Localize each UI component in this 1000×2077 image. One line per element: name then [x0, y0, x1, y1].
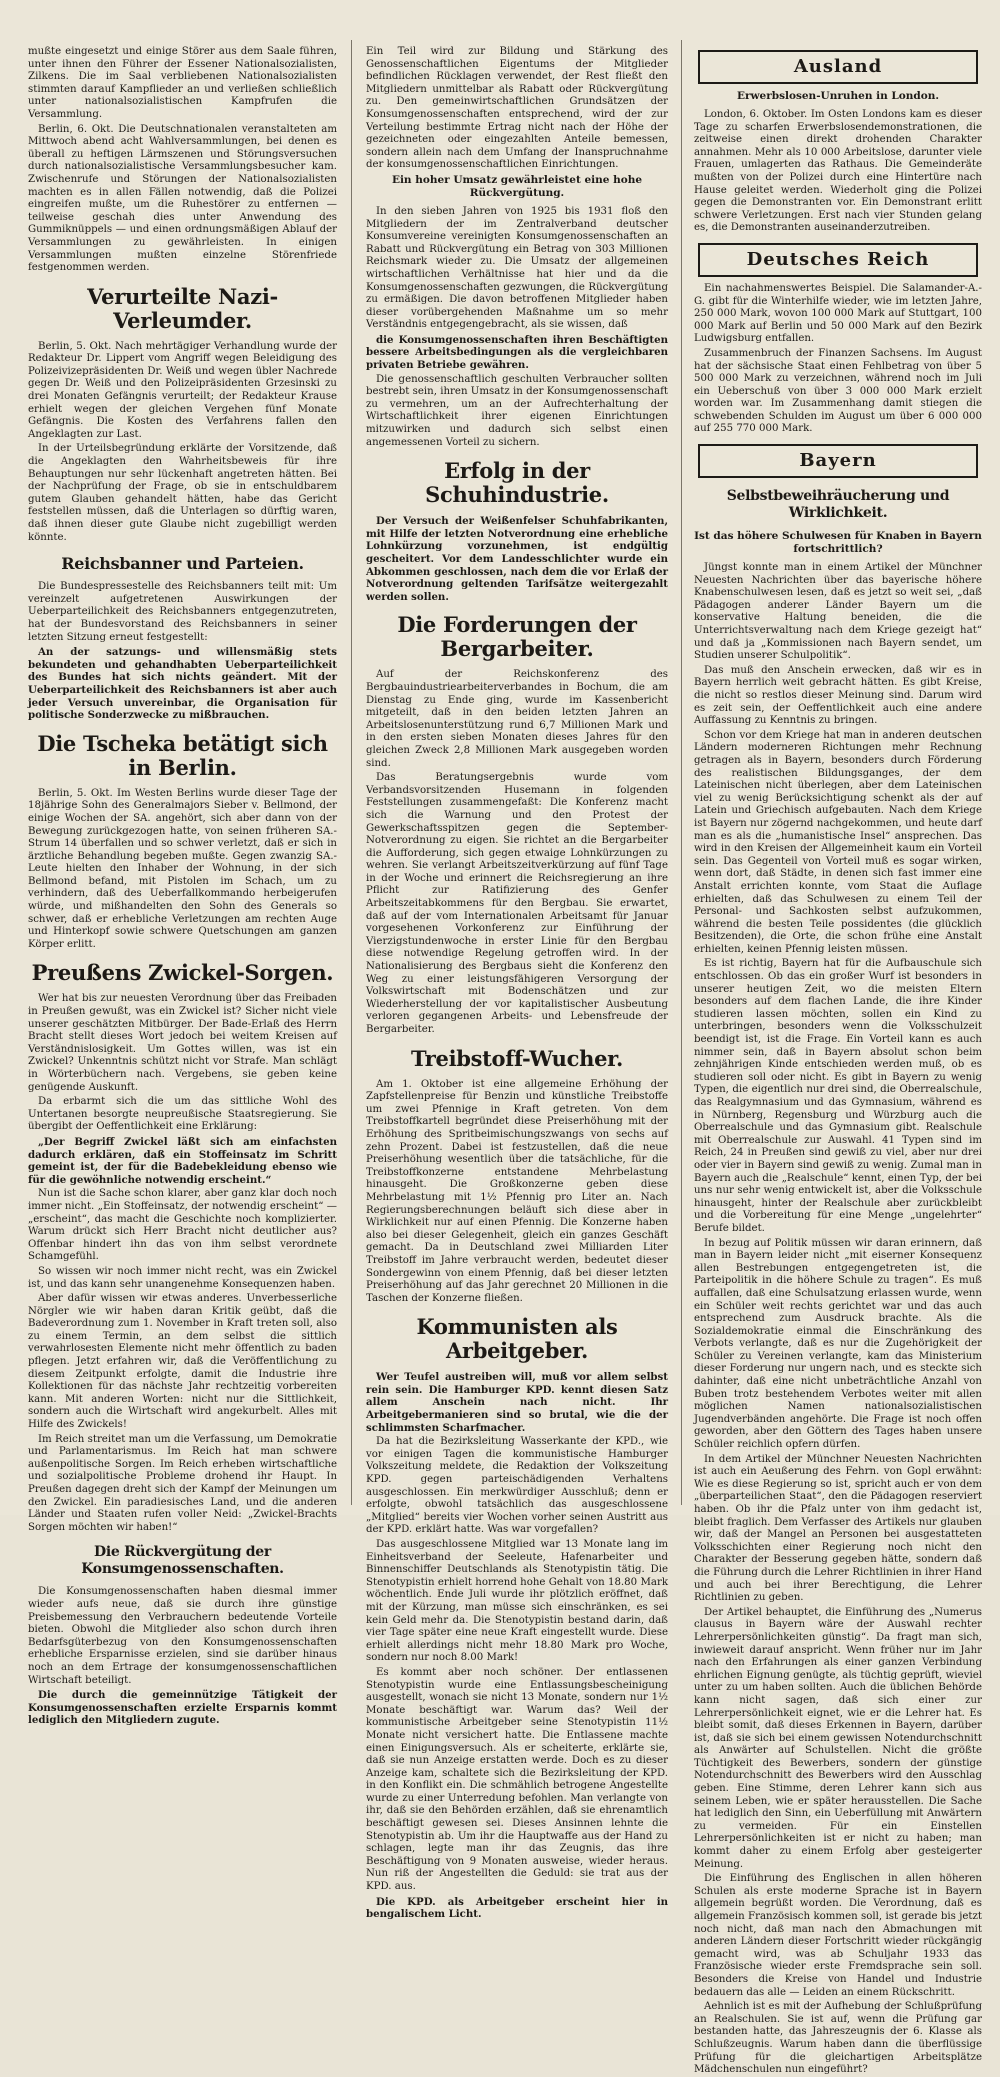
article-text: Die Konsumgenossenschaften haben diesmal immer wieder aufs neue, daß sie durch ihre günstige Preisbemessung den Verbrauchern bedeutende Vorteile bieten. Obwohl die Mitglieder also schon durch ihren Bedarfsgüterbezug von den Konsumgenossenschaften erhebliche Ersparnisse erzielen, sind sie darüber hinaus noch an dem Ertrage der konsumgenossenschaftlichen Wirtschaft beteiligt.: [28, 1586, 337, 1686]
article-text: Das muß den Anschein erwecken, daß wir es in Bayern herrlich weit gebracht hätten. Es gibt Kreise, die nicht so restlos dieser Meinung sind. Darum wird es zeit sein, der Oeffentlichkeit auch eine andere Auffassung zu Kenntnis zu bringen.: [694, 664, 982, 727]
article-text: In den sieben Jahren von 1925 bis 1931 floß den Mitgliedern der im Zentralverband deutscher Konsumvereine vereinigten Konsumgenossenschaften an Rabatt und Rückvergütung ein Betrag von 303 Millionen Reichsmark wieder zu. Die Umsatz der allgemeinen wirtschaftlichen Verhältnisse hat hier und da die Konsumgenossenschaften gezwungen, die Rückvergütung zu ermäßigen. Die davon betroffenen Mitglieder haben dieser vorübergehenden Maßnahme um so mehr Verständnis entgegengebracht, als sie wissen, daß: [366, 205, 668, 331]
article-text: Die Einführung des Englischen in allen höheren Schulen als erste moderne Sprache ist in Bayern allgemein begrüßt worden. Die Verordnung, daß es allgemein Französisch kommen soll, ist gerade bis jetzt noch nicht, daß man nach den Abmachungen mit anderen Ländern dieser Fortschritt wieder rückgängig gemacht wird, was ab Schuljahr 1933 das Französische wieder erste Fremdsprache sein soll. Besonders die Kreise von Handel und Industrie bedauern das alle — Leiden an einem Rückschritt.: [694, 1873, 982, 1998]
article-text: Es kommt aber noch schöner. Der entlassenen Stenotypistin wurde eine Entlassungsbescheinigung ausgestellt, wonach sie nicht 13 Monate, sondern nur 1½ Monate beschäftigt war. Warum das? Weil der kommunistische Arbeitgeber seine Stenotypistin 11½ Monate nicht versichert hatte. Die Entlassene machte einen Einigungsversuch. Als er scheiterte, erklärte sie, daß sie nun Anzeige erstatten werde. Doch es zu dieser Anzeige kam, schaltete sich die Bezirksleitung der KPD. in den Konflikt ein. Die schmählich betrogene Angestellte wurde zu einer Unterredung befohlen. Man verlangte von ihr, daß sie den Behörden erzählen, daß sie ehrenamtlich beschäftigt gewesen sei. Dieses Ansinnen lehnte die Stenotypistin ab. Um ihr die Hauptwaffe aus der Hand zu schlagen, legte man ihr das Zeugnis, das ihre Beschäftigung von 9 Monaten ausweise, wieder heraus. Nun riß der Angestellten die Geduld: sie trat aus der KPD. aus.: [366, 1666, 668, 1893]
headline: Preußens Zwickel-Sorgen.: [31, 960, 334, 986]
article-text: In bezug auf Politik müssen wir daran erinnern, daß man in Bayern leider nicht „mit eiserner Konsequenz allen Bestrebungen entgegengetreten ist, die Parteipolitik in die höhere Schule zu tragen“. Es muß auffallen, daß eine Schulsatzung erlassen wurde, wenn ein Schüler weit rechts gerichtet war und das auch entsprechend zum Ausdruck brachte. Als die Sozialdemokratie einmal die Einschränkung des Verbots verlangte, daß es nur die Zugehörigkeit der Schüler zu Vereinen verlangte, kam das Ministerium dieser Forderung nur ungern nach, und es steckte sich dahinter, daß eine nicht unbeträchtliche Anzahl von Buben trotz bestehendem Verbotes weiter mit allen möglichen Namen nationalsozialistischen Jugendverbänden angehörte. Die Frage ist noch offen geworden, aber den Göttern des Tages haben unsere Schüler reichlich opfern dürfen.: [694, 1237, 982, 1451]
column-rule: [351, 40, 352, 1505]
article-text: Es ist richtig, Bayern hat für die Aufbauschule sich entschlossen. Ob das ein großer Wurf ist besonders in unserer heutigen Zeit, wo die meisten Eltern besonders auf dem flachen Lande, die ihre Kinder studieren lassen möchten, sollen ein Kind zu unterbringen, besonders wenn die Volksschulzeit beendigt ist, ist die Frage. Ein Vorteil kann es auch nimmer sein, daß in Bayern absolut schon beim zehnjährigen Kinde entschieden werden muß, ob es studieren soll oder nicht. Es gibt in Bayern zu wenig Typen, die eigentlich nur drei sind, die Oberrealschule, das Realgymnasium und das Gymnasium, während es in Nürnberg, Regensburg und Würzburg auch die Oberrealschule und das Gymnasium gibt. Realschule mit Oberrealschule zur Auswahl. 41 Typen sind im Reich, 24 in Preußen sind gewiß zu viel, aber nur drei oder vier in Bayern sind gewiß zu wenig. Zumal man in Bayern auch die „Realschule“ kennt, einen Typ, der bei uns nur sehr wenig entwickelt ist, aber die Volksschule hinausgeht, hinter der Realschule aber zurückbleibt und die Vorbereitung für eine Menge „ungelehrter“ Berufe bildet.: [694, 958, 982, 1234]
article-text: Der Artikel behauptet, die Einführung des „Numerus clausus in Bayern wäre der Auswahl rechter Lehrerpersönlichkeiten günstig“. Da fragt man sich, inwieweit darauf anspricht. Wenn früher nur im Jahr nach den Erfahrungen als einer ganzen Verbindung ehrlichen Eignung genügte, als tüchtig geprüft, wieviel unter zu um haben sollten. Auch die üblichen Behörde kann nicht sagen, daß sich einer zur Lehrerpersönlichkeit eignet, wie er die Lehrer hat. Es bleibt somit, daß dieses Erkennen in Bayern, darüber ist, daß sie sich bei einem gewissen Notendurchschnitt als Anwärter auf Schulstellen. Nicht die größte Tüchtigkeit des Bewerbers, sondern der günstige Notendurchschnitt des Bewerbers wird den Ausschlag geben. Eine Stimme, deren Lehrer kann sich aus seinem Leben, wie er später herausstellen. Die Sache hat lediglich den Sinn, ein Ueberfüllung mit Anwärtern zu vermeiden. Für ein Einstellen Lehrerpersönlichkeiten ist er nicht zu haben; man kommt daher zu einem Erfolg aber gesteigerter Meinung.: [694, 1606, 982, 1870]
headline: Die Forderungen der Bergarbeiter.: [397, 612, 637, 662]
column-rule: [681, 40, 682, 1505]
article-text: An der satzungs- und willensmäßig stets bekundeten und gehandhabten Ueberparteilichkeit des Bundes hat sich nichts geändert. Mit der Ueberparteilichkeit des Reichsbanners ist aber auch jeder Versuch unvereinbar, die Organisation für politische Sonderzwecke zu mißbrauchen.: [28, 646, 337, 722]
article-text: Berlin, 5. Okt. Im Westen Berlins wurde dieser Tage der 18jährige Sohn des Generalmajors Sieber v. Bellmond, der einige Wochen der SA. angehört, sich aber dann von der Bewegung zurückgezogen hatte, von seinen früheren SA.-Strum 14 überfallen und so schwer verletzt, daß er sich in ärztliche Behandlung begeben mußte. Gegen zwanzig SA.-Leute hielten den Inhaber der Wohnung, in der sich Bellmond befand, mit Pistolen im Schach, um zu verhindern, daß des Ueberfallkommando herbeigerufen würde, und mißhandelten den Sohn des Generals so schwer, daß er erhebliche Verletzungen am rechten Auge und Hinterkopf sowie schwere Quetschungen am ganzen Körper erlitt.: [28, 787, 337, 950]
article-text: Ein nachahmenswertes Beispiel. Die Salamander-A.-G. gibt für die Winterhilfe wieder, wie im letzten Jahre, 250 000 Mark, wovon 100 000 Mark auf Stuttgart, 100 000 Mark auf Berlin und 50 000 Mark auf den Bezirk Ludwigsburg entfallen.: [694, 282, 982, 345]
section-box-ausland: Ausland: [698, 50, 978, 84]
subheadline: Ist das höhere Schulwesen für Knaben in Bayern fortschrittlich?: [694, 530, 982, 556]
article-text: Im Reich streitet man um die Verfassung, um Demokratie und Parlamentarismus. Im Reich hat man schwere außenpolitische Sorgen. Im Reich erheben wirtschaftliche und sozialpolitische Probleme drohend ihr Haupt. In Preußen dagegen dreht sich der Kampf der Meinungen um den Zwickel. Ein paradiesisches Land, und die anderen Länder und Staaten rufen voller Neid: „Zwickel-Brachts Sorgen möchten wir haben!“: [28, 1433, 337, 1533]
article-text: Die Bundespressestelle des Reichsbanners teilt mit: Um vereinzelt aufgetretenen Auswirkungen der Ueberparteilichkeit des Reichsbanners entgegenzutreten, hat der Bundesvorstand des Reichsbanners in seiner letzten Sitzung erneut festgestellt:: [28, 581, 337, 643]
article-text: So wissen wir noch immer nicht recht, was ein Zwickel ist, und das kann sehr unangenehme Konsequenzen haben.: [28, 1265, 337, 1290]
article-text: In dem Artikel der Münchner Neuesten Nachrichten ist auch ein Aeußerung des Fehrn. von Gopl erwähnt: Wie es diese Regierung so ist, spricht auch er von dem „überparteilichen Staat“, den die Pädagogen reserviert haben. Ob ihr die Pfalz unter von ihm gedacht ist, bleibt fraglich. Dem Verfasser des Artikels nur glauben wir, daß der Mangel an Personen bei ausgestatteten Volksschichten einer Regierung noch nicht den Charakter der Besserung gegeben hätte, sondern daß die Führung durch die Lehrer Richtlinien in ihrer Hand und auch bei ihrer Berechtigung, die Lehrer Richtlinien zu geben.: [694, 1453, 982, 1604]
headline: Treibstoff-Wucher.: [410, 1045, 624, 1071]
article-text: Das Beratungsergebnis wurde vom Verbandsvorsitzenden Husemann in folgenden Feststellungen zusammengefaßt: Die Konferenz macht sich die Warnung und den Protest der Gewerkschaftsspitzen gegen die September-Notverordnung zu eigen. Sie richtet an die Bergarbeiter die Aufforderung, sich gegen etwaige Lohnkürzungen zu wehren. Sie verlangt Arbeitszeitverkürzung auf fünf Tage in der Woche und erinnert die Reichsregierung an ihre Pflicht zur Ratifizierung des Genfer Arbeitszeitabkommens für den Bergbau. Sie erwartet, daß auf der vom Internationalen Arbeitsamt für Januar vorgesehenen Vorkonferenz zur Einführung der Vierzigstundenwoche in erster Linie für den Bergbau diese notwendige Regelung getroffen wird. In der Nationalisierung des Bergbaus sieht die Konferenz den Weg zu einer leistungsfähigeren Versorgung der Volkswirtschaft mit Bodenschätzen und zur Wiederherstellung der vor kapitalistischer Ausbeutung verloren gegangenen Arbeits- und Lebensfreude der Bergarbeiter.: [366, 772, 668, 1035]
article-text: Die KPD. als Arbeitgeber erscheint hier in bengalischem Licht.: [366, 1895, 668, 1921]
headline: Reichsbanner und Parteien.: [61, 554, 304, 574]
article-text: Berlin, 6. Okt. Die Deutschnationalen veranstalteten am Mittwoch abend acht Wahlversammlungen, bei denen es überall zu heftigen Lärmszenen und Störungsversuchen durch nationalsozialistische Versammlungsbesucher kam. Zwischenrufe und Störungen der Nationalsozialisten machten es in allen Fällen notwendig, daß die Polizei eingreifen mußte, um die Ruhestörer zu entfernen — teilweise geschah dies unter Anwendung des Gummiknüppels — und einen ordnungsmäßigen Ablauf der Versammlungen zu gewährleisten. In einigen Versammlungen mußten einzelne Störenfriede festgenommen werden.: [28, 123, 337, 274]
article-text: Berlin, 5. Okt. Nach mehrtägiger Verhandlung wurde der Redakteur Dr. Lippert vom Angriff wegen Beleidigung des Polizeivizepräsidenten Dr. Weiß und wegen übler Nachrede gegen Dr. Weiß und den Polizeipräsidenten Grzesinski zu drei Monaten Gefängnis verurteilt; der Redakteur Krause erhielt wegen der gleichen Vergehen fünf Monate Gefängnis. Die Kosten des Verfahrens fallen den Angeklagten zur Last.: [28, 340, 337, 440]
article-text: Das ausgeschlossene Mitglied war 13 Monate lang im Einheitsverband der Seeleute, Hafenarbeiter und Binnenschiffer Deutschlands als Stenotypistin tätig. Die Stenotypistin erhielt horrend hohe Gehalt von 18.80 Mark wöchentlich. Ende Juli wurde ihr plötzlich eröffnet, daß mit der Kürzung, man müsse sich einschränken, es sei kein Geld mehr da. Die Stenotypistin bestand darin, daß vier Tage später eine neue Kraft eingestellt wurde. Diese erhielt allerdings nicht mehr 18.80 Mark pro Woche, sondern nur noch 8.00 Mark!: [366, 1539, 668, 1664]
headline: Kommunisten als Arbeitgeber.: [416, 1314, 618, 1364]
article-text: Die durch die gemeinnützige Tätigkeit der Konsumgenossenschaften erzielte Ersparnis kommt lediglich den Mitgliedern zugute.: [28, 1689, 337, 1727]
article-text: London, 6. Oktober. Im Osten Londons kam es dieser Tage zu scharfen Erwerbslosendemonstrationen, die zeitweise einen direkt drohenden Charakter annahmen. Mehr als 10 000 Arbeitslose, darunter viele Frauen, umlagerten das Rathaus. Die Gemeinderäte mußten von der Polizei durch eine Hintertüre nach Hause geleitet werden. Wiederholt ging die Polizei gegen die Demonstranten vor. Ein Demonstrant erlitt schwere Verletzungen. Erst nach vier Stunden gelang es, die Demonstranten auseinanderzutreiben.: [694, 109, 982, 234]
column-right: [686, 0, 990, 2076]
article-text: Der Versuch der Weißenfelser Schuhfabrikanten, mit Hilfe der letzten Notverordnung eine erhebliche Lohnkürzung vorzunehmen, ist endgültig gescheitert. Vor dem Landesschlichter wurde ein Abkommen geschlossen, nach dem die vor Erlaß der Notverordnung geltenden Tarifsätze weitergezahlt werden sollen.: [366, 515, 668, 603]
section-box-deutsches-reich: Deutsches Reich: [698, 243, 978, 277]
article-text: Da erbarmt sich die um das sittliche Wohl des Untertanen besorgte neupreußische Staatsregierung. Sie übergibt der Oeffentlichkeit eine Erklärung:: [28, 1096, 337, 1133]
intro-text: Ein Teil wird zur Bildung und Stärkung des Genossenschaftlichen Eigentums der Mitglieder befindlichen Rücklagen verwendet, der Rest fließt den Mitgliedern unmittelbar als Rabatt oder Rückvergütung zu. Den gemeinwirtschaftlichen Grundsätzen der Konsumgenossenschaften entsprechend, wird der zur Verteilung bestimmte Ertrag nicht nach der Höhe der gezeichneten oder eingezahlten Anteile bemessen, sondern allein nach dem Umfang der Inanspruchnahme der konsumgenossenschaftlichen Einrichtungen.: [366, 46, 668, 171]
article-text: Auf der Reichskonferenz des Bergbauindustriearbeiterverbandes in Bochum, die am Dienstag zu Ende ging, wurde im Kassenbericht mitgeteilt, daß in den beiden letzten Jahren an Arbeitslosenunterstützung rund 6,7 Millionen Mark und in den ersten sieben Monaten dieses Jahres für den gleichen Zweck 2,8 Millionen Mark ausgegeben worden sind.: [366, 669, 668, 769]
column-middle: [358, 0, 676, 1921]
article-text: Schon vor dem Kriege hat man in anderen deutschen Ländern moderneren Richtungen mehr Rechnung getragen als in Bayern, besonders durch Förderung des realistischen Bildungsganges, der dem Lateinischen nicht überlegen, aber dem Lateinischen viel zu wenig Berücksichtigung schenkt als der auf Latein und Griechisch aufgebauten. Nach dem Kriege ist Bayern nur zögernd nachgekommen, und heute darf man es als die „humanistische Insel“ ansprechen. Das wird in den Kreisen der Allgemeinheit kaum ein Vorteil sein. Das Gegenteil von Vorteil muß es sogar wirken, wenn dort, daß Städte, in denen sich fast immer eine Anstalt errichten konnte, vom Staat die Auflage erhielten, daß das Schulwesen zu einem Teil der Personal- und Sachkosten selbst aufzukommen, während die besten Teile possidentes (die glücklich Besitzenden), die Orte, die schon frühe eine Anstalt erhielten, keinen Pfennig leisten müssen.: [694, 729, 982, 955]
article-text: Zusammenbruch der Finanzen Sachsens. Im August hat der sächsische Staat einen Fehlbetrag von über 5 500 000 Mark zu verzeichnen, während noch im Juli ein Ueberschuß von über 3 000 000 Mark erzielt worden war. Im Zusammenhang damit stiegen die schwebenden Schulden im August um über 6 000 000 auf 255 770 000 Mark.: [694, 347, 982, 435]
article-text: Aehnlich ist es mit der Aufhebung der Schlußprüfung an Realschulen. Sie ist auf, wenn die Prüfung gar bestanden hatte, das Jahreszeugnis der 6. Klasse als Schlußzeugnis. Warum haben dann die überflüssige Prüfung für die gleichartigen Arbeitsplätze Mädchenschulen nun eingeführt?: [694, 2001, 982, 2076]
intro-text: mußte eingesetzt und einige Störer aus dem Saale führen, unter ihnen den Führer der Essener Nationalsozialisten, Zilkens. Die im Saal verbliebenen Nationalsozialisten stimmten darauf Kampflieder an und verließen schließlich unter nationalsozialistischen Kampfrufen die Versammlung.: [28, 46, 337, 120]
column-left: [20, 0, 345, 1727]
headline: Verurteilte Nazi-Verleumder.: [87, 283, 278, 333]
article-text: Nun ist die Sache schon klarer, aber ganz klar doch noch immer nicht. „Ein Stoffeinsatz, der notwendig erscheint“ — „erscheint“, das macht die Geschichte noch komplizierter. Warum drückt sich Herr Bracht nicht deutlicher aus? Offenbar hindert ihn das von ihm selbst verordnete Schamgefühl.: [28, 1188, 337, 1263]
article-text: Jüngst konnte man in einem Artikel der Münchner Neuesten Nachrichten über das bayerische höhere Knabenschulwesen lesen, daß es jetzt so weit sei, „daß Pädagogen anderer Länder Bayern um die konservative Haltung beneiden, die die Unterrichtsverwaltung nach dem Kriege gezeigt hat“ und daß ja „Kommissionen nach Bayern sendet, um Studien unserer Schulpolitik“.: [694, 562, 982, 662]
article-text: In der Urteilsbegründung erklärte der Vorsitzende, daß die Angeklagten den Wahrheitsbeweis für ihre Behauptungen nur sehr lückenhaft angetreten hätten. Bei der Nachprüfung der Frage, ob sie in entschuldbarem gutem Glauben gehandelt hätten, habe das Gericht feststellen müssen, daß die Unterlagen so dürftig waren, daß ihnen dieser gute Glaube nicht zugebilligt werden könnte.: [28, 443, 337, 543]
headline: Erfolg in der Schuhindustrie.: [425, 458, 609, 508]
article-text: Die genossenschaftlich geschulten Verbraucher sollten bestrebt sein, ihren Umsatz in der Konsumgenossenschaft zu vermehren, um an der Aufrechterhaltung der Wirtschaftlichkeit ihrer eigenen Einrichtungen mitzuwirken und dadurch sich selbst einen angemessenen Vorteil zu sichern.: [366, 373, 668, 448]
subheadline: Ein hoher Umsatz gewährleistet eine hohe Rückvergütung.: [391, 173, 643, 199]
article-text: Am 1. Oktober ist eine allgemeine Erhöhung der Zapfstellenpreise für Benzin und künstliche Treibstoffe um zwei Pfennige in Kraft getreten. Von dem Treibstoffkartell begründet diese Preiserhöhung mit der Erhöhung des Spritbeimischungszwangs von sechs auf zehn Prozent. Dabei ist festzustellen, daß die neue Preiserhöhung wesentlich über die tatsächliche, für die Treibstoffkonzerne entstandene Mehrbelastung hinausgeht. Die Großkonzerne geben diese Mehrbelastung mit 1½ Pfennig pro Liter an. Nach Regierungsberechnungen beläuft sich diese aber in Wirklichkeit nur auf einen Pfennig. Die Konzerne haben also bei dieser Gelegenheit, gleich ein ganzes Geschäft gemacht. Da in Deutschland zwei Milliarden Liter Treibstoff im Jahre verbraucht werden, bedeutet dieser Sondergewinn von einem Pfennig, daß bei dieser letzten Preiserhöhung auf das Jahr gerechnet 20 Millionen in die Taschen der Konzerne fließen.: [366, 1078, 668, 1304]
headline: Die Tscheka betätigt sich in Berlin.: [37, 730, 328, 780]
subheadline: Erwerbslosen-Unruhen in London.: [736, 90, 940, 102]
headline: Die Rückvergütung der Konsumgenossenschaften.: [81, 1544, 284, 1578]
article-text: „Der Begriff Zwickel läßt sich am einfachsten dadurch erklären, daß ein Stoffeinsatz im Schritt gemeint ist, der für die Badebekleidung ebenso wie für die gewöhnliche notwendig erscheint.“: [28, 1135, 337, 1186]
article-text: Da hat die Bezirksleitung Wasserkante der KPD., wie vor einigen Tagen die kommunistische Hamburger Volkszeitung meldete, die Redaktion der Volkszeitung KPD. gegen parteischädigenden Verhaltens ausgeschlossen. Ein merkwürdiger Ausschluß; denn er erfolgte, obwohl tatsächlich das ausgeschlossene „Mitglied“ bereits vier Wochen vorher seinen Austritt aus der KPD. erklärt hatte. Was war vorgefallen?: [366, 1436, 668, 1536]
article-text: die Konsumgenossenschaften ihren Beschäftigten bessere Arbeitsbedingungen als die vergleichbaren privaten Betriebe gewähren.: [366, 333, 668, 372]
headline: Selbstbeweihräucherung und Wirklichkeit.: [726, 488, 950, 522]
article-text: Wer hat bis zur neuesten Verordnung über das Freibaden in Preußen gewußt, was ein Zwickel ist? Sicher nicht viele unserer geschätzten Mitbürger. Der Bade-Erlaß des Herrn Bracht stellt dieses Wort jedoch bei weitem Kreisen auf Verständnislosigkeit. Um Gottes willen, was ist ein Zwickel? Unkenntnis schützt nicht vor Strafe. Man schlägt in Wörterbüchern nach. Vergebens, sie geben keine genügende Auskunft.: [28, 993, 337, 1093]
article-text: Wer Teufel austreiben will, muß vor allem selbst rein sein. Die Hamburger KPD. kennt diesen Satz allem Anschein nach nicht. Ihr Arbeitgebermanieren sind so brutal, wie die der schlimmsten Scharfmacher.: [366, 1371, 668, 1434]
article-text: Aber dafür wissen wir etwas anderes. Unverbesserliche Nörgler wie wir haben daran Kritik geübt, daß die Badeverordnung zum 1. November in Kraft treten soll, also zu einem Termin, an dem selbst die sittlich verwahrlosesten Elemente nicht mehr öffentlich zu baden pflegen. Jetzt erfahren wir, daß die Veröffentlichung zu diesem Zeitpunkt erfolgte, damit die Industrie ihre Kollektionen für das nächste Jahr rechtzeitig vorbereiten kann. Mit anderen Worten: nicht nur die Sittlichkeit, sondern auch die Wirtschaft wird angekurbelt. Alles mit Hilfe des Zwickels!: [28, 1293, 337, 1431]
section-box-bayern: Bayern: [698, 444, 978, 478]
